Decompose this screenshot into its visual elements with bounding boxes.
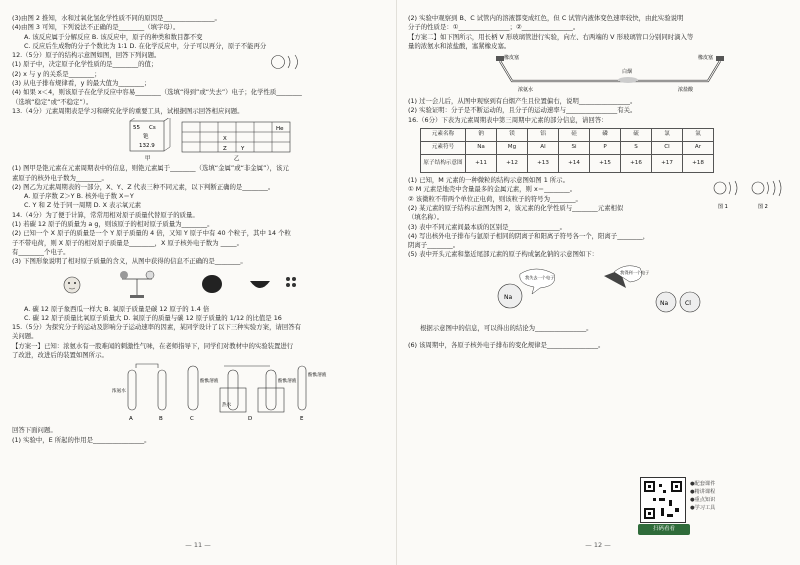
text-line: 分子的性质是：①________________；②________________。 — [408, 23, 580, 32]
grid-x: X — [223, 136, 227, 143]
grid-y: Y — [241, 146, 245, 153]
table-cell: Si — [559, 142, 590, 155]
fig-label-e: E — [300, 416, 304, 423]
text-line: (3) 下图形象说明了相对原子质量的含义，从图中获得的信息不正确的是________。 — [12, 257, 247, 266]
text-line: (2) 图乙为元素周期表的一部分，X、Y、Z 代表三种不同元素，以下判断正确的是________。 — [12, 182, 275, 191]
row-header: 原子结构示意图 — [421, 155, 466, 173]
qr-feature-item: ●配套课件 — [690, 481, 716, 487]
text-line: (1) 图甲是铯元素在元素周期表中的信息，则铯元素属于________（选填“金属”或“非金属”），该元 — [12, 164, 289, 173]
figure-14-balance — [12, 269, 384, 303]
text-line: (2) 实验中观察到 B、C 试管内的溶液都变成红色，但 C 试管内液体变色速率较快，由此实验说明 — [408, 14, 684, 22]
text-line: (4) 如果 x＜4，则该原子在化学反应中容易________（选填“得到”或“失去”）电子；化学性质________ — [12, 88, 302, 97]
nucleus-cell: +13 — [528, 155, 559, 173]
text-line: 【方案二】如下图所示，用长柄 V 形玻璃管进行实验，向左、右两端的 V 形玻璃管口分别同时滴入等 — [408, 32, 694, 41]
table-cell: 硅 — [559, 129, 590, 142]
label-white-smoke: 白烟 — [622, 69, 633, 76]
fig-label-a: A — [129, 416, 133, 423]
table-cell: Mg — [497, 142, 528, 155]
caption-jia: 甲 — [145, 156, 151, 163]
label-ammonia: 浓氨水 — [518, 87, 534, 94]
table-cell: 铝 — [528, 129, 559, 142]
figure-v-tube — [408, 53, 788, 95]
table-cell: Cl — [652, 142, 683, 155]
table-cell: Ar — [683, 142, 714, 155]
qr-feature-list — [690, 480, 715, 512]
fig-text-hot-water: 热水 — [222, 403, 232, 409]
element-table — [420, 128, 714, 173]
text-line: 子不带电荷，则 X 原子的相对原子质量是________，X 原子核外电子数为 _____。 — [12, 238, 243, 247]
text-line: 根据示意图中的信息，可以得出的结论为________________。 — [420, 323, 593, 332]
page-number-right: — 12 — — [585, 540, 611, 549]
text-line: 有________个电子。 — [12, 247, 70, 256]
table-cell: P — [590, 142, 621, 155]
question-14: 14.（4分）为了便于计算，常常用相对原子质量代替原子的质量。 — [12, 210, 199, 219]
scan-button[interactable]: 扫码看看 — [638, 524, 690, 535]
text-line: (2) 已知一个 X 原子的质量是一个 Y 原子质量的 4 倍，又知 Y 原子中有 40 个粒子，其中 14 个粒 — [12, 229, 291, 238]
nucleus-cell: +14 — [559, 155, 590, 173]
table-cell: 氯 — [652, 129, 683, 142]
caption-fig1: 图 1 — [718, 204, 728, 211]
table-cell: 钠 — [466, 129, 497, 142]
text-line: (1) 已知，M 元素的一种微粒的结构示意图如图 1 所示。 — [408, 176, 569, 185]
question-13: 13.（4分）元素周期表是学习和研究化学的重要工具，试根据图示回答相应问题。 — [12, 106, 244, 115]
periodic-grid — [182, 122, 290, 162]
text-line: 阴离子________。 — [408, 241, 460, 250]
label-stopper-left: 橡皮塞 — [504, 55, 520, 62]
text-line: (5) 表中开头元素和靠近尾部元素的原子构成氯化钠的示意图如下： — [408, 250, 599, 259]
fig-text-phenol-3: 酚酞溶液 — [308, 373, 327, 379]
page-spine — [396, 0, 397, 565]
caption-yi: 乙 — [234, 156, 240, 163]
text-line: A. 原子序数 Z＞Y B. 核外电子数 X＝Y — [24, 192, 134, 201]
text-line: (1) 过一会儿后，从图中观察到有白烟产生且位置偏右，说明________________。 — [408, 97, 637, 106]
text-line: C. Y 和 Z 处于同一周期 D. X 表示氧元素 — [24, 201, 142, 210]
text-line: (3) 从电子排布规律看，y 的最大值为________； — [12, 79, 151, 88]
text-line: (2) 实验证明：分子是不断运动的，且分子的运动速率与________________有关。 — [408, 106, 637, 115]
fig-label-b: B — [159, 416, 163, 423]
element-name: 铯 — [143, 134, 149, 141]
cartoon-cl: Cl — [685, 299, 691, 307]
fig-text-phenol-2: 酚酞溶液 — [278, 379, 297, 385]
text-line: (3)由图 2 推知，水和过氧化氢化学性质不同的原因是________________。 — [12, 14, 221, 22]
text-line: (3) 表中不同元素间最本质的区别是________________。 — [408, 222, 567, 231]
text-line: （选填“稳定”或“不稳定”）。 — [12, 97, 93, 106]
text-line: (2) x 与 y 的关系是________； — [12, 69, 101, 78]
qr-code[interactable] — [640, 477, 686, 523]
nucleus-cell: +11 — [466, 155, 497, 173]
element-mass: 132.9 — [139, 143, 155, 150]
figure-1-2 — [708, 176, 786, 212]
table-cell: S — [621, 142, 652, 155]
question-16: 16.（6分）下表为元素周期表中第三周期中元素的部分信息，请回答： — [408, 115, 608, 124]
text-line: C. 碳 12 原子质量比氧原子质量大 D. 氧原子的质量与碳 12 原子质量的 1/12 的比值是 16 — [24, 313, 282, 322]
nucleus-cell: +18 — [683, 155, 714, 173]
qr-feature-item: ●学习工具 — [690, 505, 716, 511]
text-line: ① M 元素是地壳中含量最多的金属元素，则 x＝________。 — [408, 185, 577, 194]
text-line: 了改进，改进后的装置如图所示。 — [12, 351, 108, 360]
element-symbol: Cs — [149, 125, 156, 132]
table-cell: 硫 — [621, 129, 652, 142]
fig-label-d: D — [248, 416, 253, 423]
cartoon-bubble-1: 我失去一个电子 — [525, 274, 555, 280]
text-line: 素原子的核外电子数为________。 — [12, 173, 108, 182]
text-line: (1) 若碳 12 原子的质量为 a g，则该原子的相对原子质量为________。 — [12, 220, 214, 229]
text-line: C. 反应后生成物的分子个数比为 1∶1 D. 在化学反应中，分子可以再分，原子不能再分 — [24, 41, 267, 50]
fig-text-ammonia: 浓氨水 — [112, 389, 126, 395]
question-12: 12.（5分）原子的结构示意图如图，回答下列问题。 — [12, 51, 161, 60]
right-page — [408, 14, 788, 554]
qr-feature-item: ●精讲课程 — [690, 489, 716, 495]
table-cell: 磷 — [590, 129, 621, 142]
cartoon-na: Na — [504, 293, 513, 301]
nucleus-cell: +17 — [652, 155, 683, 173]
caption-fig2: 图 2 — [758, 204, 768, 211]
figure-13 — [12, 118, 384, 162]
left-page — [12, 14, 384, 554]
table-cell: Al — [528, 142, 559, 155]
text-line: 【方案一】已知：浓氨水有一股难闻的刺激性气味，在老师指导下，同学们对教材中的实验装置进行 — [12, 341, 294, 350]
row-header: 元素符号 — [421, 142, 466, 155]
text-line: (4) 写出核外电子排布与氩原子相同的阴离子和阳离子符号各一个，阳离子________， — [408, 231, 650, 240]
element-box-cs — [130, 118, 170, 162]
nucleus-cell: +16 — [621, 155, 652, 173]
text-line: (1) 实验中，E 所起的作用是________________。 — [12, 435, 151, 444]
table-cell: 氩 — [683, 129, 714, 142]
fig-label-c: C — [190, 416, 194, 423]
text-line: (1) 原子中，决定原子化学性质的是________的值； — [12, 60, 158, 69]
qr-feature-item: ●重点知识 — [690, 497, 716, 503]
text-line: （填名称）。 — [408, 213, 444, 222]
text-line: 量的浓氨水和浓盐酸，塞紧橡皮塞。 — [408, 41, 511, 50]
grid-he: He — [276, 126, 284, 133]
cartoon-na-2: Na — [660, 299, 669, 307]
fig-text-phenol-1: 酚酞溶液 — [200, 379, 219, 385]
text-line: A. 碳 12 原子象西瓜一样大 B. 氧原子质量是碳 12 原子的 1.4 倍 — [24, 304, 210, 313]
cartoon-bubble-2: 我得到一个电子 — [620, 269, 650, 275]
text-line: ② 该微粒不带两个单位正电荷，则该粒子的符号为________。 — [408, 194, 582, 203]
label-hcl: 浓盐酸 — [678, 87, 694, 94]
grid-z: Z — [223, 146, 227, 153]
atom-structure-diagram — [270, 52, 312, 72]
nucleus-cell: +12 — [497, 155, 528, 173]
table-cell: Na — [466, 142, 497, 155]
text-line: A. 该反应属于分解反应 B. 该反应中，原子的种类和数目都不变 — [24, 32, 203, 41]
question-15: 15.（5分）为探究分子的运动及影响分子运动速率的因素，某同学设计了以下三种实验方案，请回答有 — [12, 323, 302, 332]
text-line: (2) 某元素的原子结构示意图为图 2，该元素的化学性质与________元素相似 — [408, 203, 624, 212]
nucleus-cell: +15 — [590, 155, 621, 173]
label-stopper-right: 橡皮塞 — [698, 55, 714, 62]
table-row — [421, 155, 714, 173]
text-line: (4)由图 3 可知，下列说法不正确的是________（填字母）。 — [12, 23, 180, 32]
figure-nacl-cartoon — [408, 262, 788, 322]
page-number-left: — 11 — — [185, 540, 211, 549]
figure-15-apparatus — [12, 362, 384, 424]
table-row — [421, 142, 714, 155]
text-line: (6) 该周期中，各原子核外电子排布的变化规律是________________。 — [408, 341, 605, 350]
text-line: 回答下面问题。 — [12, 426, 57, 435]
row-header: 元素名称 — [421, 129, 466, 142]
table-row — [421, 129, 714, 142]
element-number: 55 — [133, 125, 140, 132]
text-line: 关问题。 — [12, 332, 38, 341]
table-cell: 镁 — [497, 129, 528, 142]
